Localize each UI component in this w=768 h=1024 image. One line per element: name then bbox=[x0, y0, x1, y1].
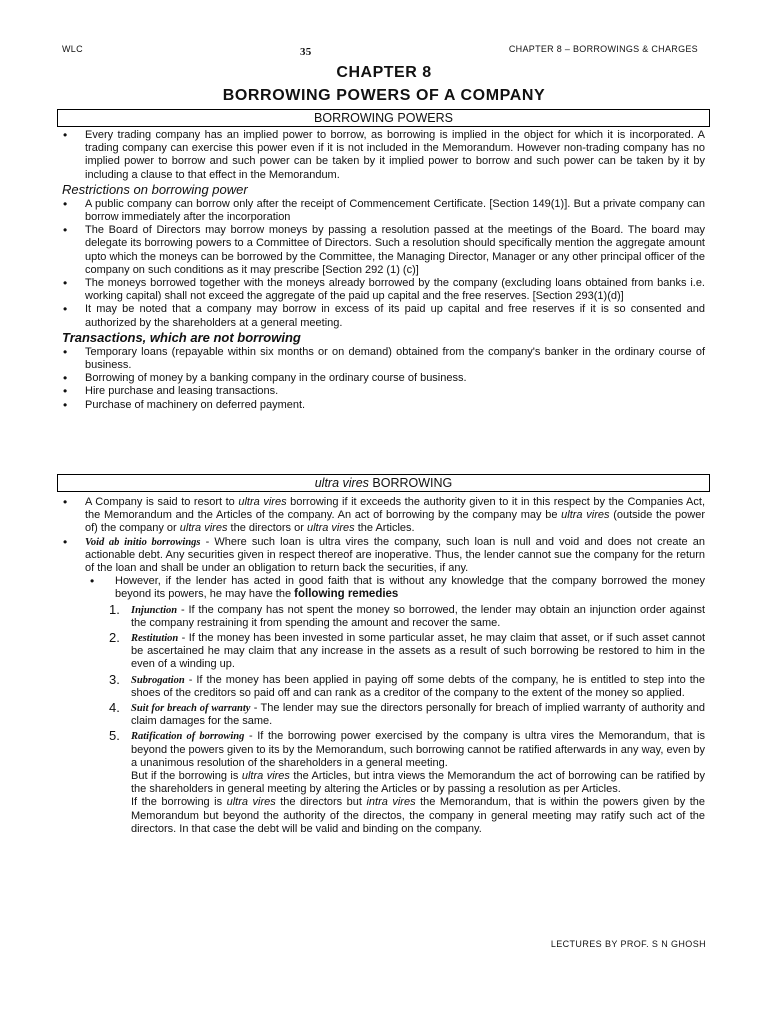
remedy-term: Suit for breach of warranty bbox=[131, 703, 251, 715]
list-item: • The moneys borrowed together with the moneys already borrowed by the company (excluding loans obtained from banks i.e. working capital) shall not exceed the aggregate of the paid up capital and the free reserves. [Section 293(1)(d)] bbox=[57, 277, 705, 303]
remedy-item: 4. Suit for breach of warranty - The lender may sue the directors personally for breach of implied warranty of authority and claim damages for the same. bbox=[109, 700, 705, 728]
list-item: • It may be noted that a company may borrow in excess of its paid up capital and free reserves if it is so consented and authorized by the shareholders at a general meeting. bbox=[57, 303, 705, 329]
transactions-list bbox=[57, 346, 705, 412]
page-number: 35 bbox=[300, 46, 312, 58]
section-borrowing-powers bbox=[57, 129, 705, 412]
remedy-term: Restitution bbox=[131, 633, 179, 645]
void-term: Void ab initio borrowings bbox=[85, 536, 201, 548]
restrictions-list bbox=[57, 198, 705, 330]
restrictions-heading: Restrictions on borrowing power bbox=[62, 181, 248, 197]
header-right: CHAPTER 8 – BORROWINGS & CHARGES bbox=[508, 44, 698, 54]
ratification-paragraph-2: But if the borrowing is ultra vires the Articles, but intra views the Memorandum the act of borrowing can be ratified by the shareholders in general meeting by altering the Articles or by passing a resolution as per Articles. bbox=[131, 770, 705, 796]
heading-rest: BORROWING bbox=[368, 476, 453, 490]
section-ultra-vires-heading bbox=[57, 474, 710, 492]
footer-credit: LECTURES BY PROF. S N GHOSH bbox=[550, 939, 706, 949]
remedy-item: 1. Injunction - If the company has not spent the money so borrowed, the lender may obtain an injunction order against the company restraining it from spending the amount and recover the same. bbox=[109, 601, 705, 629]
list-item: • A public company can borrow only after the receipt of Commencement Certificate. [Section 149(1)]. But a private company can borrow immediately after the incorporation bbox=[57, 198, 705, 224]
remedy-item: 3. Subrogation - If the money has been applied in paying off some debts of the company, he is entitled to step into the shoes of the creditors so paid off and can rank as a creditor of the company to the extent of the money so applied. bbox=[109, 671, 705, 699]
remedy-item: 5. Ratification of borrowing - If the borrowing power exercised by the company is ultra vires the Memorandum, that is beyond the powers given to its by the Memorandum, such borrowing cannot be ratified afterwards in any way, even by a unanimous resolution of the shareholders in a general meeting. bbox=[109, 728, 705, 769]
remedy-term: Injunction bbox=[131, 604, 178, 616]
void-ab-initio-paragraph: • Void ab initio borrowings - Where such loan is ultra vires the company, such loan is null and void and does not create an actionable debt. Any securities given in respect thereof are inoperative. Thus, the lender cannot sue the company for the return of the loan and shall be under an obligation to return back the securities, if any. bbox=[57, 536, 705, 576]
ratification-paragraph-3: If the borrowing is ultra vires the directors but intra vires the Memorandum, that is within the powers given by the Memorandum but beyond the authority of the directos, the company in general meeting may ratify such act of the directors. In that case the debt will be valid and binding on the company. bbox=[131, 796, 706, 835]
list-item: • The Board of Directors may borrow moneys by passing a resolution passed at the meetings of the Board. The board may delegate its borrowing powers to a Committee of Directors. Such a resolution should specifically mention the aggregate amount upto which the moneys can be borrowed by the Committee, the Managing Director, Manager or any other principal officer of the company on such conditions as it may prescribe [Section 292 (1) (c)] bbox=[57, 224, 705, 277]
however-paragraph: • However, if the lender has acted in good faith that is without any knowledge that the company borrowed the money beyond its powers, he may have the following remedies bbox=[57, 575, 705, 601]
chapter-title: BORROWING POWERS OF A COMPANY bbox=[222, 87, 546, 104]
ultra-vires-definition: • A Company is said to resort to ultra vires borrowing if it exceeds the authority given to it in this respect by the Companies Act, the Memorandum and the Articles of the company. An act of borrowing by the company may be ultra vires (outside the power of) the company or ultra vires the directors or ultra vires the Articles. bbox=[57, 496, 705, 536]
remedy-item: 2. Restitution - If the money has been invested in some particular asset, he may claim that asset, or if such asset cannot be ascertained he may claim that any increase in the assets as a result of such borrowing be restored to him in the even of a winding up. bbox=[109, 630, 705, 671]
remedies-label: following remedies bbox=[294, 588, 399, 601]
remedy-term: Ratification of borrowing bbox=[131, 731, 245, 743]
chapter-label: CHAPTER 8 bbox=[336, 64, 432, 81]
list-item: • Hire purchase and leasing transactions. bbox=[57, 385, 705, 398]
list-item: • Temporary loans (repayable within six months or on demand) obtained from the company's banker in the ordinary course of business. bbox=[57, 346, 705, 372]
remedy-term: Subrogation bbox=[131, 674, 185, 686]
header-left: WLC bbox=[62, 44, 83, 54]
heading-italic: ultra vires bbox=[314, 476, 369, 490]
list-item: • Purchase of machinery on deferred payment. bbox=[57, 399, 705, 412]
intro-paragraph: • Every trading company has an implied power to borrow, as borrowing is implied in the object for which it is incorporated. A trading company can exercise this power even if it is not included in the Memorandum. However non-trading company has no implied power to borrow and such power can be taken by it implied power to borrow and such power can be taken by it by including a clause to that effect in the Memorandum. bbox=[57, 129, 705, 182]
section-ultra-vires bbox=[57, 496, 705, 836]
transactions-heading: Transactions, which are not borrowing bbox=[62, 329, 301, 345]
section-borrowing-powers-heading: BORROWING POWERS bbox=[57, 109, 710, 127]
list-item: • Borrowing of money by a banking company in the ordinary course of business. bbox=[57, 372, 705, 385]
